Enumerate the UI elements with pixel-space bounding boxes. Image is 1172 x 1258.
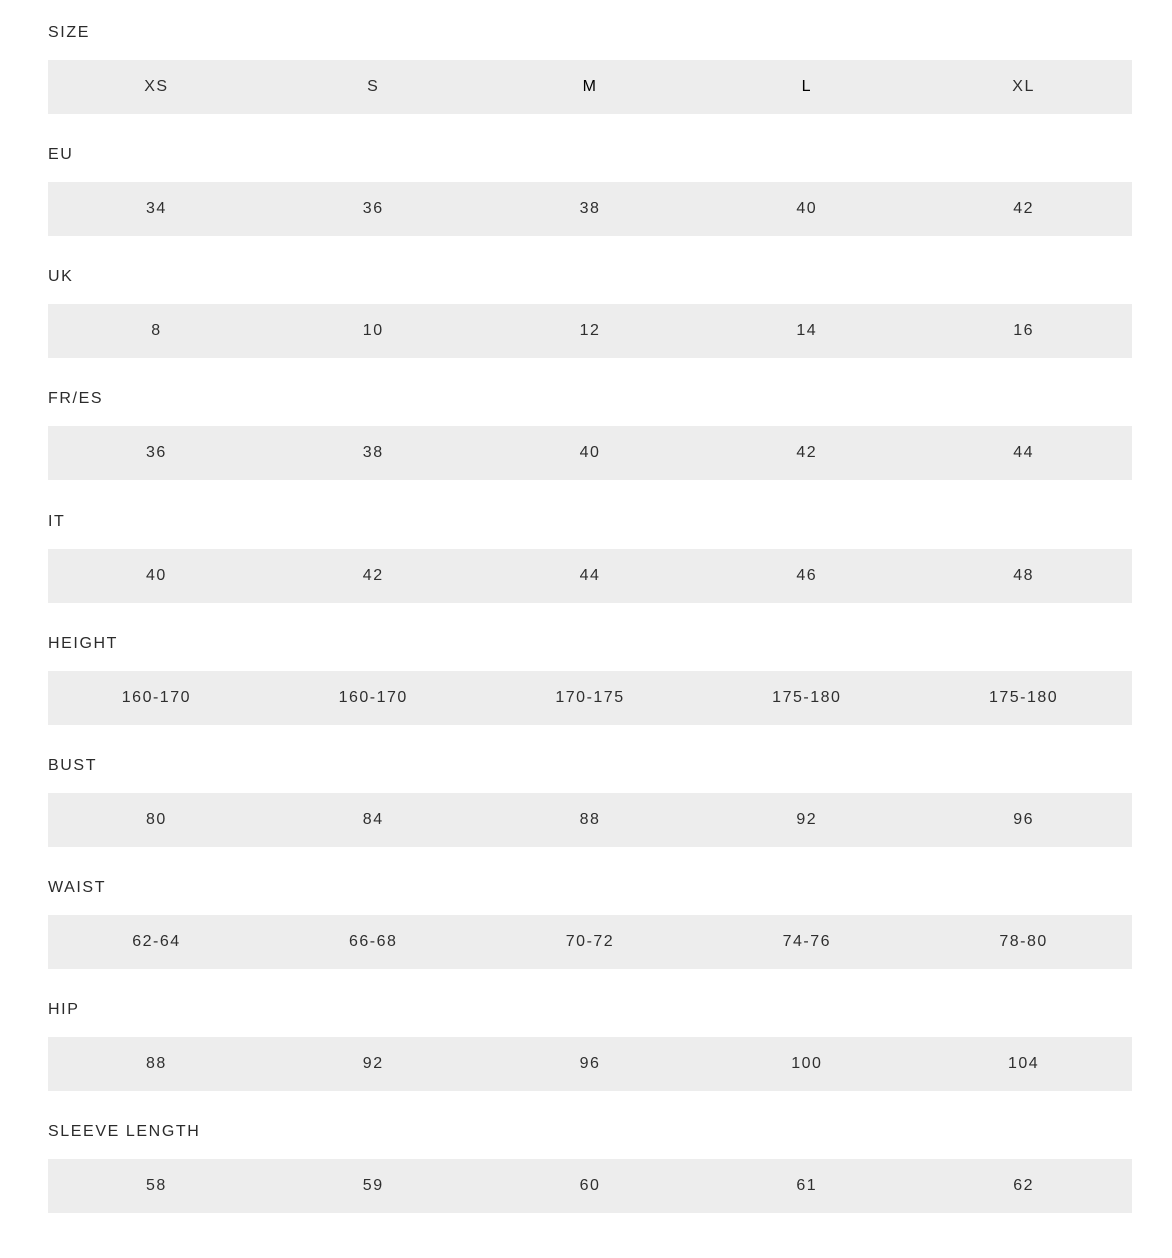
sleeve-length-section [48, 1099, 1132, 1221]
bust-cell: 96 [1013, 811, 1034, 828]
section-label-hip: HIP [48, 1001, 80, 1018]
bust-row [48, 793, 1132, 847]
size-option-xl[interactable]: XL [1012, 78, 1035, 95]
fr-es-row [48, 426, 1132, 480]
eu-cell: 34 [146, 200, 167, 217]
it-cell: 40 [146, 567, 167, 584]
waist-row [48, 915, 1132, 969]
height-row [48, 671, 1132, 725]
section-label-waist: WAIST [48, 879, 107, 896]
waist-section [48, 855, 1132, 977]
uk-cell: 14 [796, 322, 818, 339]
hip-cell: 96 [579, 1055, 601, 1072]
uk-cell: 10 [362, 322, 384, 339]
it-cell: 46 [796, 567, 818, 584]
uk-cell: 16 [1013, 322, 1034, 339]
bust-cell: 88 [579, 811, 601, 828]
waist-cell: 66-68 [348, 933, 398, 950]
waist-cell: 78-80 [999, 933, 1048, 950]
sleeve-length-cell: 58 [146, 1177, 167, 1194]
sleeve-length-cell: 62 [1013, 1177, 1034, 1194]
fr-es-cell: 38 [362, 444, 384, 461]
fr-es-cell: 36 [146, 444, 167, 461]
uk-cell: 8 [151, 322, 162, 339]
fr-es-cell: 40 [579, 444, 601, 461]
size-option-xs[interactable]: XS [144, 78, 169, 95]
eu-cell: 42 [1013, 200, 1034, 217]
hip-section [48, 977, 1132, 1099]
height-section [48, 611, 1132, 733]
size-option-l[interactable]: L [801, 78, 812, 95]
section-label-size: SIZE [48, 24, 90, 41]
size-option-m[interactable]: M [582, 78, 598, 95]
section-label-height: HEIGHT [48, 635, 119, 652]
it-cell: 44 [579, 567, 601, 584]
height-cell: 170-175 [555, 689, 625, 706]
eu-section [48, 122, 1132, 244]
bust-cell: 92 [796, 811, 818, 828]
hip-cell: 92 [362, 1055, 384, 1072]
fr-es-cell: 44 [1013, 444, 1034, 461]
bust-section [48, 733, 1132, 855]
waist-cell: 70-72 [565, 933, 615, 950]
section-label-bust: BUST [48, 757, 98, 774]
waist-cell: 62-64 [132, 933, 181, 950]
hip-cell: 104 [1007, 1055, 1040, 1072]
it-row [48, 549, 1132, 603]
eu-cell: 40 [796, 200, 818, 217]
uk-section [48, 244, 1132, 366]
size-row [48, 60, 1132, 114]
eu-cell: 36 [362, 200, 384, 217]
sleeve-length-row [48, 1159, 1132, 1213]
it-cell: 42 [362, 567, 384, 584]
bust-cell: 84 [362, 811, 384, 828]
section-label-it: IT [48, 513, 66, 530]
section-label-uk: UK [48, 268, 74, 285]
height-cell: 160-170 [121, 689, 191, 706]
it-cell: 48 [1013, 567, 1034, 584]
fr-es-cell: 42 [796, 444, 818, 461]
size-section [48, 0, 1132, 122]
eu-cell: 38 [579, 200, 601, 217]
sleeve-length-cell: 61 [796, 1177, 818, 1194]
fr-es-section [48, 366, 1132, 488]
hip-row [48, 1037, 1132, 1091]
eu-row [48, 182, 1132, 236]
sleeve-length-cell: 59 [362, 1177, 384, 1194]
size-option-s[interactable]: S [367, 78, 380, 95]
section-label-eu: EU [48, 146, 74, 163]
section-label-fr-es: FR/ES [48, 390, 104, 407]
hip-cell: 100 [791, 1055, 823, 1072]
uk-row [48, 304, 1132, 358]
uk-cell: 12 [579, 322, 601, 339]
sleeve-length-cell: 60 [579, 1177, 601, 1194]
section-label-sleeve-length: SLEEVE LENGTH [48, 1123, 201, 1140]
height-cell: 160-170 [338, 689, 408, 706]
height-cell: 175-180 [772, 689, 842, 706]
height-cell: 175-180 [988, 689, 1059, 706]
hip-cell: 88 [146, 1055, 167, 1072]
bust-cell: 80 [146, 811, 167, 828]
it-section [48, 489, 1132, 611]
waist-cell: 74-76 [782, 933, 831, 950]
